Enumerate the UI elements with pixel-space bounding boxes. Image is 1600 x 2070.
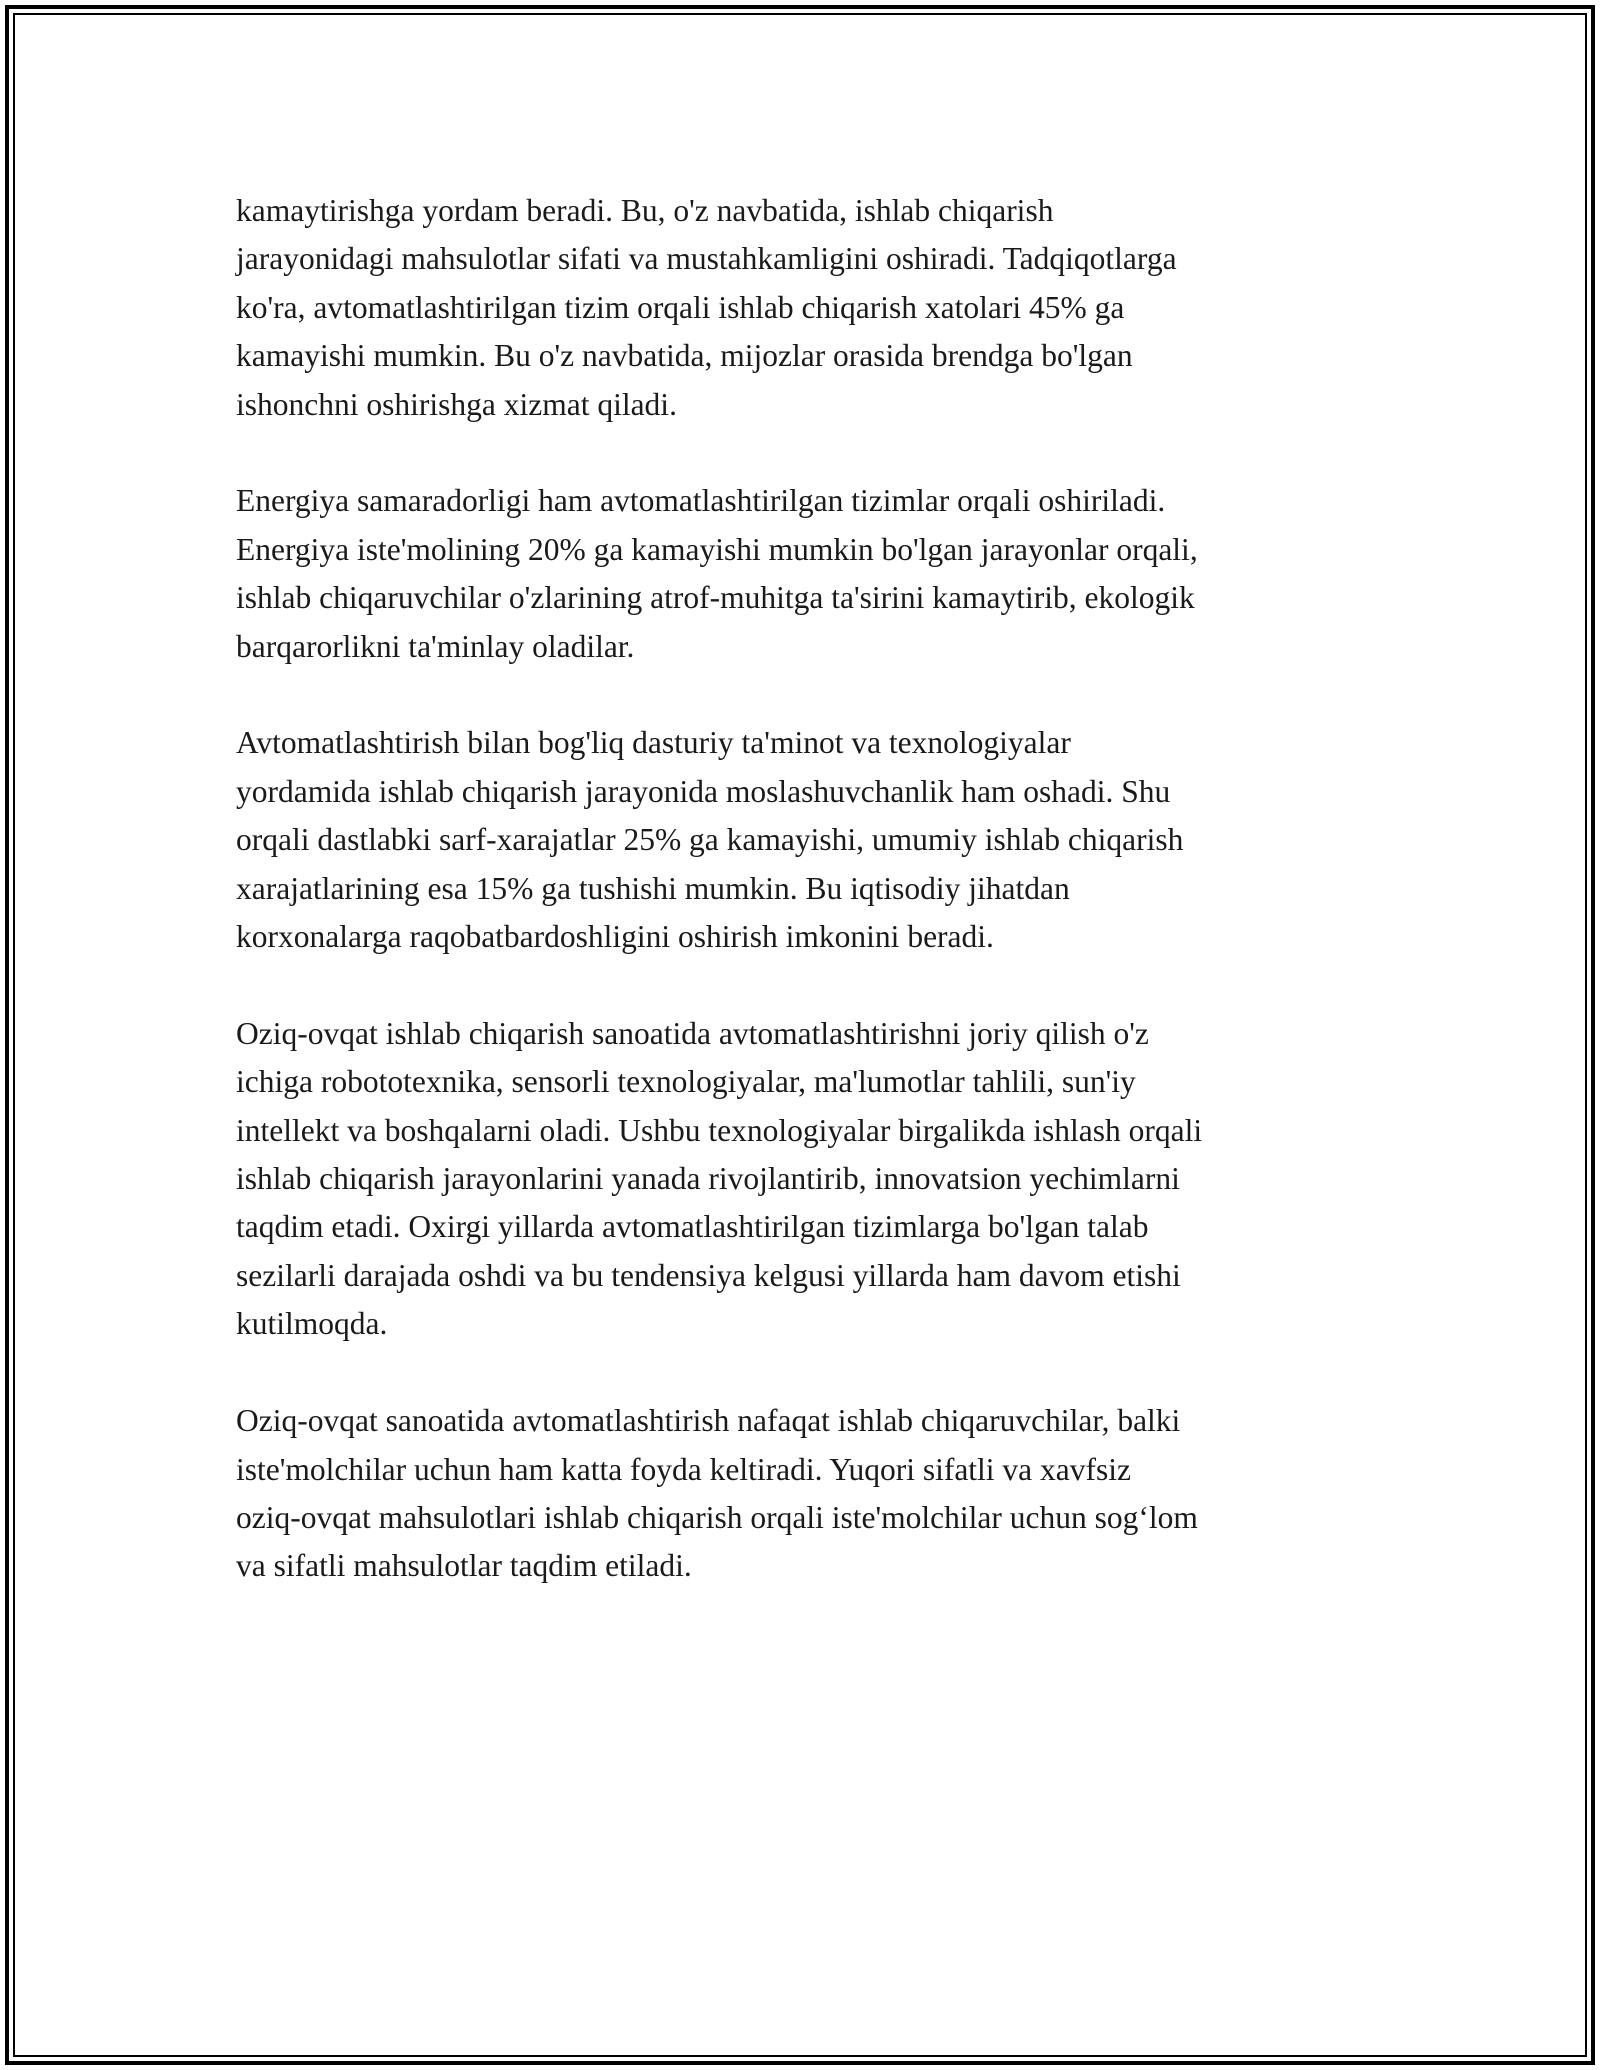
paragraph-energy-efficiency: Energiya samaradorligi ham avtomatlashtirilgan tizimlar orqali oshiriladi. Energiya iste'molining 20% ga kamayishi mumkin bo'lgan jarayonlar orqali, ishlab chiqaruvchilar o'zlarining atrof-muhitga ta'sirini kamaytirib, ekologik barqarorlikni ta'minlay oladilar. bbox=[236, 483, 1198, 664]
paragraph-software-flexibility: Avtomatlashtirish bilan bog'liq dasturiy ta'minot va texnologiyalar yordamida ishlab chiqarish jarayonida moslashuvchanlik ham oshadi. Shu orqali dastlabki sarf-xarajatlar 25% ga kamayishi, umumiy ishlab chiqarish xarajatlarining esa 15% ga tushishi mumkin. Bu iqtisodiy jihatdan korxonalarga raqobatbardoshligini oshirish imkonini beradi. bbox=[236, 725, 1184, 955]
paragraph-technologies: Oziq-ovqat ishlab chiqarish sanoatida avtomatlashtirishni joriy qilish o'z ichiga robototexnika, sensorli texnologiyalar, ma'lumotlar tahlili, sun'iy intellekt va boshqalarni oladi. Ushbu texnologiyalar birgalikda ishlash orqali ishlab chiqarish jarayonlarini yanada rivojlantirib, innovatsion yechimlarni taqdim etadi. Oxirgi yillarda avtomatlashtirilgan tizimlarga bo'lgan talab sezilarli darajada oshdi va bu tendensiya kelgusi yillarda ham davom etishi kutilmoqda. bbox=[236, 1015, 1203, 1342]
paragraph-product-quality: kamaytirishga yordam beradi. Bu, o'z navbatida, ishlab chiqarish jarayonidagi mahsulotlar sifati va mustahkamligini oshiradi. Tadqiqotlarga ko'ra, avtomatlashtirilgan tizim orqali ishlab chiqarish xatolari 45% ga kamayishi mumkin. Bu o'z navbatida, mijozlar orasida brendga bo'lgan ishonchni oshirishga xizmat qiladi. bbox=[236, 193, 1177, 422]
document-body bbox=[236, 187, 1386, 1591]
paragraph-consumer-benefits: Oziq-ovqat sanoatida avtomatlashtirish nafaqat ishlab chiqaruvchilar, balki iste'molchilar uchun ham katta foyda keltiradi. Yuqori sifatli va xavfsiz oziq-ovqat mahsulotlari ishlab chiqarish orqali iste'molchilar uchun sog‘lom va sifatli mahsulotlar taqdim etiladi. bbox=[236, 1403, 1198, 1584]
